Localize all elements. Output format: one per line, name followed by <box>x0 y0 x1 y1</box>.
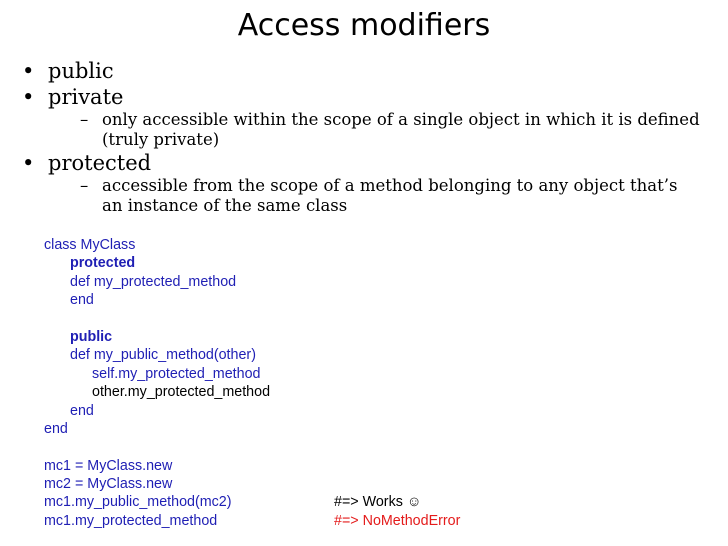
code-line: class MyClass <box>44 237 136 253</box>
sub-bullet-text: accessible from the scope of a method belonging to any object that’s an instance of the same class <box>102 176 678 215</box>
code-line: end <box>70 292 94 309</box>
code-line: end <box>70 402 94 419</box>
bullet-text: public <box>48 59 114 83</box>
code-line: protected <box>70 255 136 272</box>
bullet-private <box>22 84 712 110</box>
code-line: mc2 = MyClass.new <box>44 476 173 493</box>
bullet-mark: • <box>22 151 35 175</box>
code-line-with-comment <box>44 493 694 511</box>
slide-title: Access modifiers <box>237 8 491 43</box>
code-part: mc1.my_public_method(mc2) <box>44 494 232 511</box>
bullet-protected <box>22 150 712 176</box>
code-line-blank <box>44 438 694 456</box>
code-line: def my_public_method(other) <box>70 347 256 364</box>
comment-works: #=> Works ☺ <box>334 494 422 511</box>
bullet-public <box>22 58 712 84</box>
bullet-list <box>22 58 712 216</box>
code-line: self.my_protected_method <box>92 365 261 382</box>
sub-bullet-text: only accessible within the scope of a single object in which it is defined (truly private) <box>102 110 700 149</box>
code-line: mc1 = MyClass.new <box>44 457 173 474</box>
code-line: def my_protected_method <box>70 273 237 290</box>
code-line: other.my_protected_method <box>92 384 271 401</box>
bullet-mark: • <box>22 85 35 109</box>
sub-bullet-private <box>80 110 700 150</box>
code-part: mc1.my_protected_method <box>44 512 218 529</box>
sub-bullet-mark: – <box>80 110 89 129</box>
code-line-blank <box>44 310 694 328</box>
code-line-with-comment <box>44 512 694 530</box>
comment-error: #=> NoMethodError <box>334 512 461 529</box>
code-block <box>44 236 694 530</box>
bullet-text: protected <box>48 151 152 175</box>
sub-bullet-mark: – <box>80 176 89 195</box>
code-line: end <box>44 420 68 437</box>
code-line: public <box>70 328 113 345</box>
sub-bullet-protected <box>80 176 700 216</box>
bullet-mark: • <box>22 59 35 83</box>
bullet-text: private <box>48 85 124 109</box>
